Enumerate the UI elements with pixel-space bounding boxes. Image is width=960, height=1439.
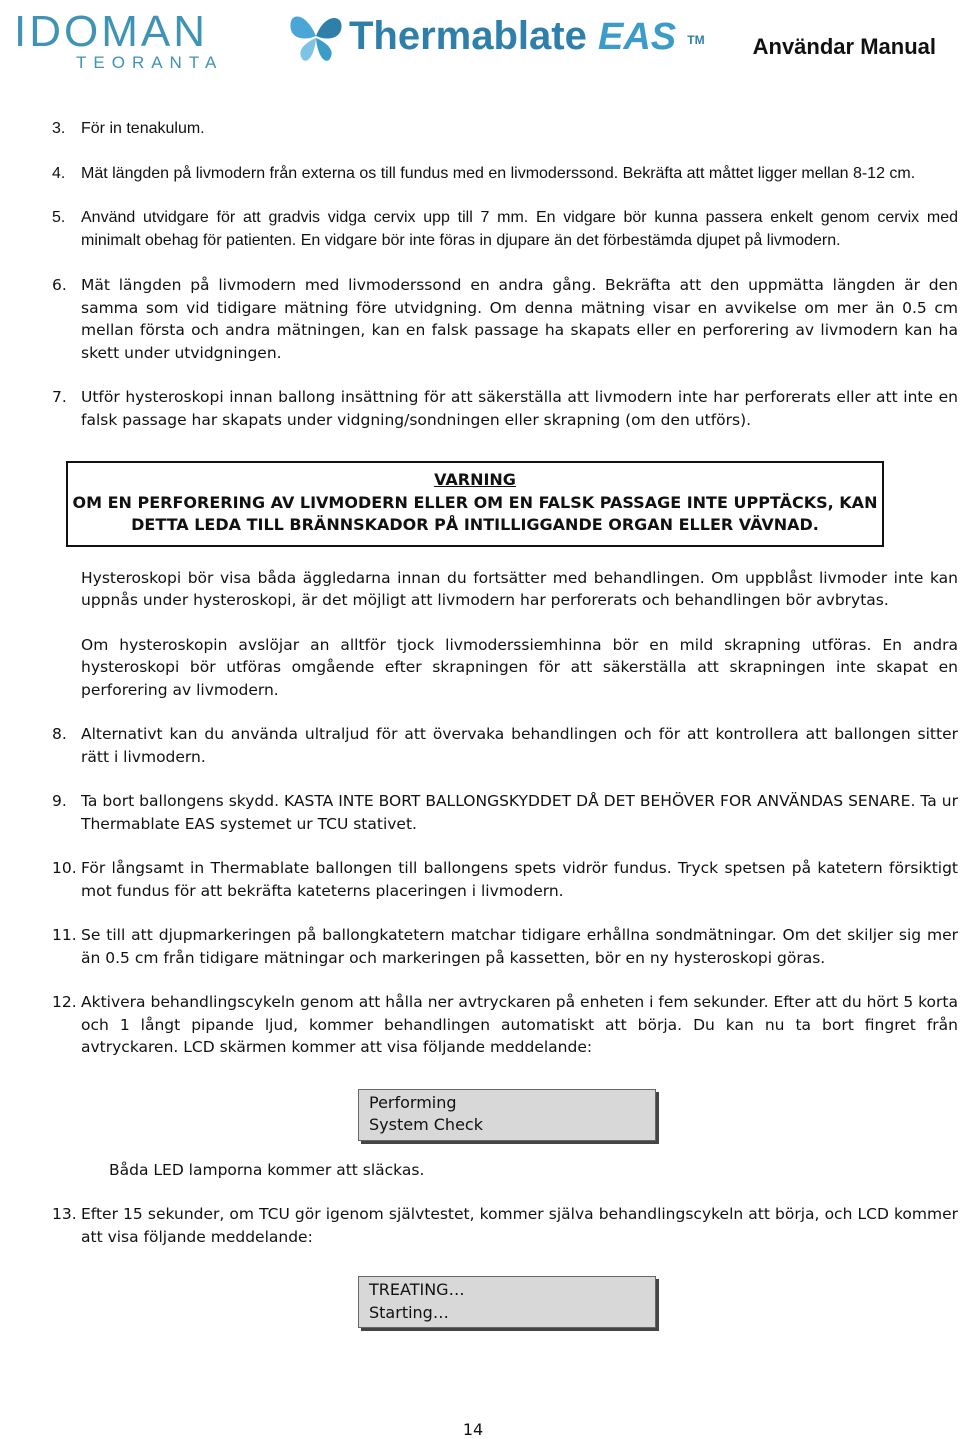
- thermablate-logo: [285, 4, 705, 74]
- page-header: [0, 0, 960, 80]
- warning-title: VARNING: [434, 470, 516, 489]
- step-number: 8.: [52, 725, 67, 743]
- lcd-line-1: TREATING…: [369, 1280, 465, 1299]
- step-5: [52, 207, 958, 252]
- step-number: 4.: [52, 164, 66, 182]
- lcd-message-system-check: [358, 1089, 656, 1141]
- step-text: Se till att djupmarkeringen på ballongkatetern matchar tidigare erhållna sondmätningar. Om det skiljer sig mer än 0.5 cm från tidigare mätningar och markeringen på kassetten, bör en ny hysteroskopi göras.: [81, 926, 958, 967]
- lcd-message-treating: [358, 1276, 656, 1328]
- step-text: För in tenakulum.: [81, 120, 205, 137]
- step-number: 7.: [52, 388, 67, 406]
- idoman-logo: [14, 7, 224, 72]
- step-text: Utför hysteroskopi innan ballong insättning för att säkerställa att livmodern inte har perforerats eller att inte en falsk passage har skapats under vidgning/sondningen eller skrapning (om den utförs).: [81, 388, 958, 429]
- step-number: 3.: [52, 120, 66, 137]
- lcd-line-2: System Check: [369, 1115, 483, 1134]
- step-11: [52, 924, 958, 969]
- step-8: [52, 723, 958, 768]
- lcd-line-2: Starting…: [369, 1302, 449, 1322]
- step-text: Alternativt kan du använda ultraljud för att övervaka behandlingen och för att kontrollera att ballongen sitter rätt i livmodern.: [81, 725, 958, 766]
- step-12: [52, 991, 958, 1059]
- paragraph-hysteroscopy: Hysteroskopi bör visa båda äggledarna innan du fortsätter med behandlingen. Om uppblåst livmoder inte kan uppnås under hysteroskopi, är det möjligt att livmodern har perforerats och behandlingen bör avbrytas.: [81, 568, 958, 609]
- page-number: 14: [462, 1420, 484, 1439]
- step-text: Ta bort ballongens skydd. KASTA INTE BORT BALLONGSKYDDET DÅ DET BEHÖVER FOR ANVÄNDAS SENARE. Ta ur Thermablate EAS systemet ur TCU stativet.: [81, 792, 958, 833]
- idoman-logo-sub: TEORANTA: [76, 53, 224, 72]
- step-7: [52, 386, 958, 431]
- trademark-mark: TM: [687, 33, 705, 47]
- step-4: [52, 163, 958, 186]
- step-13: [52, 1203, 958, 1248]
- step-number: 11.: [52, 926, 77, 944]
- step-number: 13.: [52, 1205, 77, 1223]
- led-note: Båda LED lamporna kommer att släckas.: [109, 1160, 425, 1179]
- thermablate-eas: EAS: [597, 16, 677, 58]
- step-number: 12.: [52, 993, 77, 1011]
- step-text: Efter 15 sekunder, om TCU gör igenom självtestet, kommer själva behandlingscykeln att börja, och LCD kommer att visa följande meddelande:: [81, 1205, 958, 1246]
- step-text: Mät längden på livmodern från externa os till fundus med en livmoderssond. Bekräfta att måttet ligger mellan 8-12 cm.: [81, 164, 916, 182]
- step-9: [52, 790, 958, 835]
- step-text: Använd utvidgare för att gradvis vidga cervix upp till 7 mm. En vidgare bör kunna passera enkelt genom cervix med minimalt obehag för patienten. En vidgare bör inte föras in djupare än det förbestämda djupet på livmodern.: [81, 209, 958, 249]
- step-10: [52, 857, 958, 902]
- step-number: 5.: [52, 209, 66, 226]
- warning-body: OM EN PERFORERING AV LIVMODERN ELLER OM EN FALSK PASSAGE INTE UPPTÄCKS, KAN DETTA LEDA TILL BRÄNNSKADOR PÅ INTILLIGGANDE ORGAN ELLER VÄVNAD.: [72, 492, 878, 534]
- butterfly-icon: [285, 6, 347, 68]
- page-content: [52, 118, 958, 1346]
- step-number: 9.: [52, 792, 67, 810]
- step-number: 10.: [52, 859, 77, 877]
- thermablate-wordmark: [349, 14, 705, 59]
- step-3: [52, 118, 958, 141]
- step-text: Aktivera behandlingscykeln genom att hålla ner avtryckaren på enheten i fem sekunder. Efter att du hört 5 korta och 1 långt pipande ljud, kommer behandlingen automatiskt att börja. Du kan nu ta bort fingret från avtryckaren. LCD skärmen kommer att visa följande meddelande:: [81, 993, 958, 1056]
- paragraph-curettage: Om hysteroskopin avslöjar an alltför tjock livmoderssiemhinna bör en mild skrapning utföras. En andra hysteroskopi bör utföras omgående efter skrapningen för att säkerställa att skrapningen inte skapat en perforering av livmodern.: [81, 635, 958, 699]
- warning-box: [66, 461, 884, 547]
- thermablate-name: Thermablate: [349, 14, 587, 58]
- step-text: För långsamt in Thermablate ballongen till ballongens spets vidrör fundus. Tryck spetsen på katetern försiktigt mot fundus för att bekräfta kateterns placeringen i livmodern.: [81, 859, 958, 900]
- idoman-logo-name: IDOMAN: [14, 7, 208, 56]
- document-title: Användar Manual: [752, 34, 936, 59]
- step-text: Mät längden på livmodern med livmoderssond en andra gång. Bekräfta att den uppmätta längden är den samma som vid tidigare mätning före utvidgning. Om denna mätning visar en avvikelse om mer än 0.5 cm mellan första och andra mätningen, kan en falsk passage ha skapats eller en perforering av livmodern kan ha skett under utvidgningen.: [81, 276, 958, 362]
- step-6: [52, 274, 958, 364]
- lcd-line-1: Performing: [369, 1092, 457, 1112]
- step-number: 6.: [52, 276, 67, 294]
